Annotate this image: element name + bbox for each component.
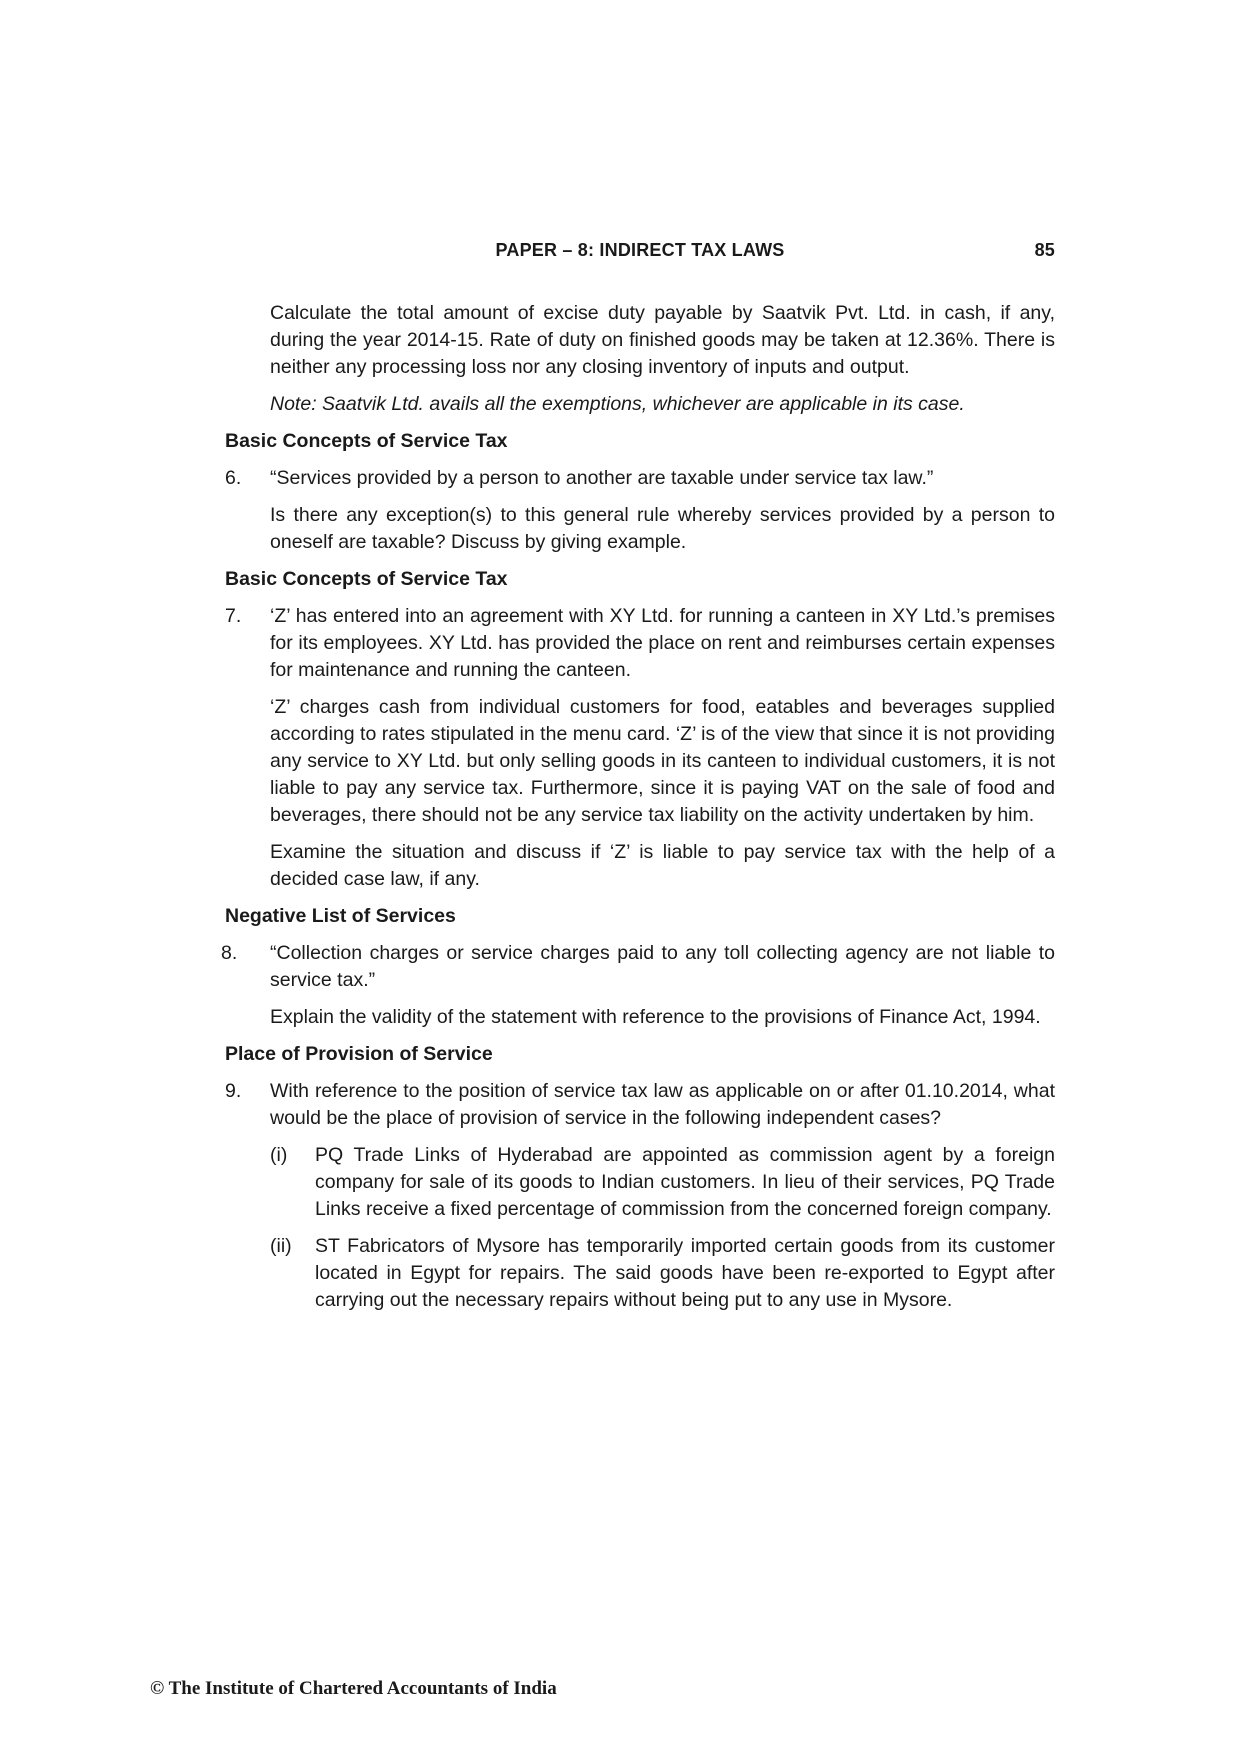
sub-item-label: (ii)	[270, 1235, 292, 1257]
question-number: 6.	[225, 467, 242, 489]
question-9	[225, 1078, 1055, 1132]
sub-item-text: ST Fabricators of Mysore has temporarily imported certain goods from its customer located in Egypt for repairs. The said goods have been re-exported to Egypt after carrying out the necessary repairs without being put to any use in Mysore.	[315, 1235, 1055, 1311]
section-heading-7: Basic Concepts of Service Tax	[225, 568, 508, 590]
paper-title: PAPER – 8: INDIRECT TAX LAWS	[495, 240, 785, 260]
page-number: 85	[1034, 240, 1055, 260]
question-7	[225, 603, 1055, 684]
sub-item-label: (i)	[270, 1144, 288, 1166]
intro-note: Note: Saatvik Ltd. avails all the exemptions, whichever are applicable in its case.	[270, 393, 965, 415]
page-header	[225, 240, 1055, 264]
intro-paragraph: Calculate the total amount of excise duty payable by Saatvik Pvt. Ltd. in cash, if any, during the year 2014-15. Rate of duty on finished goods may be taken at 12.36%. There is neither any processing loss nor any closing inventory of inputs and output.	[270, 302, 1055, 378]
question-text: ‘Z’ has entered into an agreement with XY Ltd. for running a canteen in XY Ltd.’s premises for its employees. XY Ltd. has provided the place on rent and reimburses certain expenses for maintenance and running the canteen.	[270, 605, 1055, 681]
copyright-footer: © The Institute of Chartered Accountants of India	[150, 1678, 557, 1699]
section-heading-9: Place of Provision of Service	[225, 1043, 493, 1065]
question-number: 9.	[225, 1080, 242, 1102]
sub-item-text: PQ Trade Links of Hyderabad are appointed as commission agent by a foreign company for sale of its goods to Indian customers. In lieu of their services, PQ Trade Links receive a fixed percentage of commission from the concerned foreign company.	[315, 1144, 1055, 1220]
question-6	[225, 465, 1055, 492]
sub-item-ii	[225, 1233, 1055, 1314]
question-8	[221, 940, 1055, 994]
question-number: 7.	[225, 605, 242, 627]
page-content	[221, 300, 1055, 1324]
question-8-paragraph: Explain the validity of the statement with reference to the provisions of Finance Act, 1994.	[270, 1006, 1041, 1028]
sub-item-i	[225, 1142, 1055, 1223]
question-7-paragraph-2: Examine the situation and discuss if ‘Z’ is liable to pay service tax with the help of a decided case law, if any.	[270, 841, 1055, 890]
question-text: “Collection charges or service charges paid to any toll collecting agency are not liable to service tax.”	[270, 942, 1055, 991]
question-text: With reference to the position of service tax law as applicable on or after 01.10.2014, what would be the place of provision of service in the following independent cases?	[270, 1080, 1055, 1129]
section-heading-6: Basic Concepts of Service Tax	[225, 430, 508, 452]
question-text: “Services provided by a person to another are taxable under service tax law.”	[270, 467, 934, 489]
question-6-paragraph: Is there any exception(s) to this general rule whereby services provided by a person to oneself are taxable? Discuss by giving example.	[270, 504, 1055, 553]
question-7-paragraph-1: ‘Z’ charges cash from individual customers for food, eatables and beverages supplied according to rates stipulated in the menu card. ‘Z’ is of the view that since it is not providing any service to XY Ltd. but only selling goods in its canteen to individual customers, it is not liable to pay any service tax. Furthermore, since it is paying VAT on the sale of food and beverages, there should not be any service tax liability on the activity undertaken by him.	[270, 696, 1055, 826]
section-heading-8: Negative List of Services	[225, 905, 456, 927]
question-number: 8.	[221, 942, 238, 964]
